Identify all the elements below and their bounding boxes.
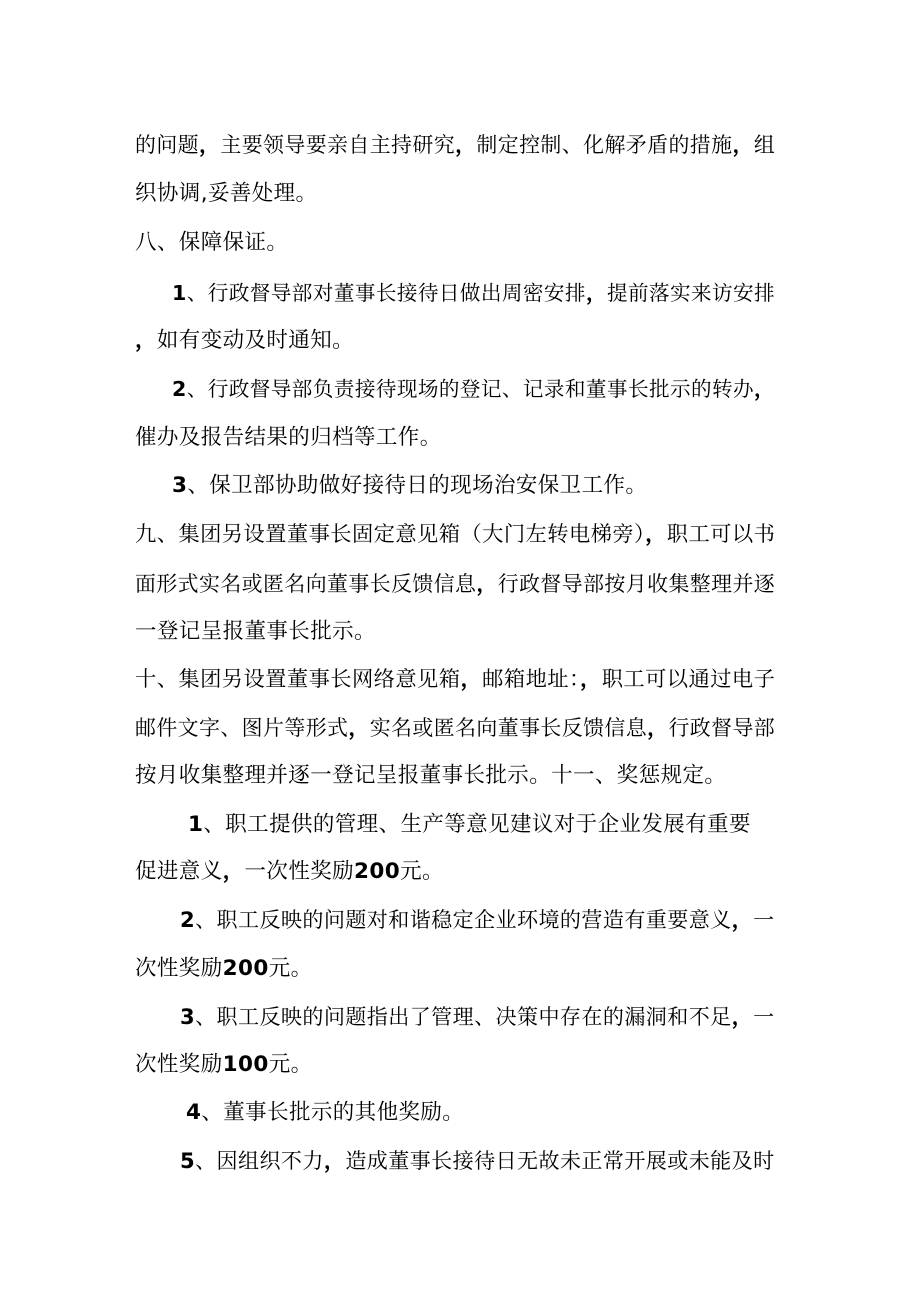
text-segment: 1	[188, 812, 204, 837]
text-segment: ，	[647, 716, 669, 740]
text-segment: 一	[753, 1004, 775, 1029]
text-segment: 3	[172, 473, 188, 498]
text-segment: 、保卫部协助做好接待日的现场治安保卫工作。	[187, 473, 648, 498]
text-segment: ，	[135, 328, 157, 353]
text-line	[172, 278, 775, 308]
text-line	[135, 617, 376, 647]
text-segment: 、行政督导部负责接待现场的登记、记录和董事长批示的转办	[186, 377, 755, 401]
text-segment: ，	[645, 522, 667, 547]
text-segment: 邮箱地址：	[482, 667, 581, 692]
text-line	[135, 857, 444, 887]
text-line	[135, 326, 354, 356]
text-segment: ，	[455, 133, 477, 157]
text-segment: 3	[180, 1004, 196, 1029]
text-segment: 按月收集整理并逐一登记呈报董事长批示。十一、奖惩规定。	[135, 763, 727, 788]
section-heading	[135, 228, 288, 258]
text-line	[186, 1098, 464, 1128]
text-segment: 、职工反映的问题对和谐稳定企业环境的营造有重要意义	[195, 907, 732, 932]
text-segment: ，	[731, 907, 754, 932]
text-segment: 2	[172, 377, 187, 401]
text-segment: 一登记呈报董事长批示。	[135, 619, 376, 644]
text-segment: 提前落实来访安排	[606, 281, 776, 305]
text-segment: 次性奖励	[135, 956, 223, 981]
text-segment: 次性奖励	[135, 1052, 223, 1077]
text-line	[135, 423, 442, 453]
text-segment: 2	[180, 907, 196, 932]
text-segment: 主要领导要亲自主持研究	[220, 133, 456, 157]
text-line	[172, 374, 775, 404]
text-segment: 、职工反映的问题指出了管理、决策中存在的漏洞和不足	[195, 1004, 732, 1029]
section-heading	[135, 665, 775, 695]
text-segment: ，	[585, 281, 607, 305]
text-line	[135, 713, 775, 743]
text-line	[172, 471, 647, 501]
text-segment: 4	[186, 1100, 202, 1125]
text-line	[135, 179, 317, 209]
text-segment: 5	[180, 1148, 196, 1173]
text-segment: 一次性奖励	[244, 859, 355, 884]
text-segment: 九、集团另设置董事长固定意见箱（大门左转电梯旁）	[135, 522, 646, 547]
text-segment: 面形式实名或匿名向董事长反馈信息	[135, 572, 477, 596]
text-segment: 邮件文字、图片等形式	[135, 716, 349, 740]
text-segment: ，	[754, 377, 776, 401]
text-segment: 职工可以书	[666, 522, 776, 547]
text-line	[135, 569, 775, 599]
text-segment: 十、集团另设置董事长网络意见箱	[135, 667, 461, 692]
text-segment: 八、保障保证。	[135, 230, 289, 255]
text-segment: 一	[753, 907, 775, 932]
text-segment: ，	[348, 716, 370, 740]
text-segment: 、行政督导部对董事长接待日做出周密安排	[186, 281, 586, 305]
text-segment: 造成董事长接待日无故未正常开展或未能及时	[345, 1148, 775, 1173]
text-segment: 1	[172, 281, 187, 305]
text-segment: 、职工提供的管理、生产等意见建议对于企业发展有重要	[203, 812, 751, 837]
text-segment: 200	[222, 956, 269, 981]
text-segment: 、因组织不力	[195, 1148, 324, 1173]
text-segment: 、董事长批示的其他奖励。	[201, 1100, 465, 1125]
text-segment: 实名或匿名向董事长反馈信息	[369, 716, 648, 740]
text-line	[135, 130, 775, 160]
text-segment: ，	[323, 1148, 346, 1173]
text-segment: 100	[222, 1052, 269, 1077]
text-line	[188, 810, 751, 840]
text-segment: 行政督导部按月收集整理并逐	[497, 572, 776, 596]
text-segment: 的问题	[135, 133, 200, 157]
text-segment: 妥善处理。	[207, 181, 318, 206]
text-segment: 促进意义	[135, 859, 223, 884]
text-segment: 如有变动及时通知。	[156, 328, 355, 353]
text-line	[135, 761, 726, 791]
text-segment: 行政督导部	[668, 716, 776, 740]
text-segment: ，	[460, 667, 483, 692]
text-line	[135, 1050, 313, 1080]
text-segment: 催办及报告结果的归档等工作。	[135, 425, 442, 450]
text-segment: ，	[222, 859, 245, 884]
text-segment: ，	[476, 572, 498, 596]
text-line	[180, 905, 775, 935]
text-segment: ，	[732, 133, 754, 157]
text-segment: ,	[200, 181, 208, 206]
text-line	[135, 954, 313, 984]
text-line	[180, 1146, 775, 1176]
text-segment: 200	[354, 859, 401, 884]
text-segment: 元。	[268, 1052, 313, 1077]
text-segment: 组	[753, 133, 776, 157]
text-segment: ，	[580, 667, 602, 692]
text-segment: 元。	[400, 859, 444, 884]
text-segment: 制定控制、化解矛盾的措施	[476, 133, 733, 157]
section-heading	[135, 520, 775, 550]
text-segment: 织协调	[135, 181, 201, 206]
text-line	[180, 1002, 775, 1032]
text-segment: 职工可以通过电子	[601, 667, 776, 692]
text-segment: 元。	[268, 956, 313, 981]
text-segment: ，	[199, 133, 221, 157]
text-segment: ，	[731, 1004, 754, 1029]
